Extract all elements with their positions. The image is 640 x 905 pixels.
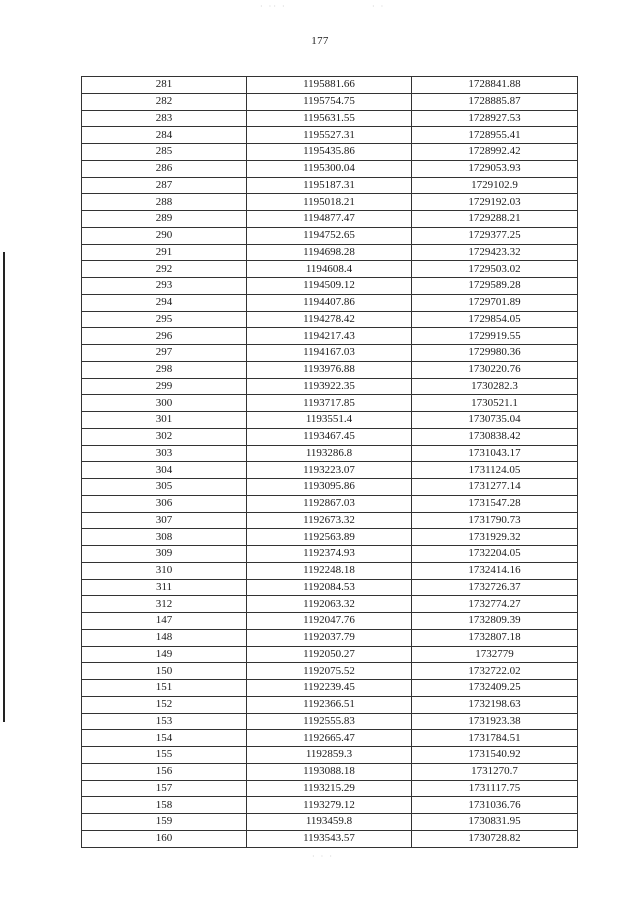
coordinate-y-cell: 1729102.9 [412,177,578,194]
coordinate-x-cell: 1192673.32 [247,512,412,529]
table-row [82,462,578,479]
coordinate-y-cell: 1732779 [412,646,578,663]
coordinate-x-cell: 1193467.45 [247,428,412,445]
coordinate-y-cell: 1731043.17 [412,445,578,462]
coordinate-y-cell: 1729288.21 [412,211,578,228]
coordinate-x-cell: 1193551.4 [247,412,412,429]
coordinate-y-cell: 1730728.82 [412,830,578,847]
table-row [82,428,578,445]
point-number-cell: 155 [82,747,247,764]
coordinate-y-cell: 1729423.32 [412,244,578,261]
point-number-cell: 149 [82,646,247,663]
table-row [82,127,578,144]
point-number-cell: 157 [82,780,247,797]
point-number-cell: 312 [82,596,247,613]
table-row [82,479,578,496]
point-number-cell: 306 [82,495,247,512]
coordinate-y-cell: 1730735.04 [412,412,578,429]
coordinate-x-cell: 1193976.88 [247,361,412,378]
coordinate-y-cell: 1731547.28 [412,495,578,512]
coordinate-y-cell: 1728955.41 [412,127,578,144]
coordinate-y-cell: 1730521.1 [412,395,578,412]
table-row [82,144,578,161]
coordinate-x-cell: 1193223.07 [247,462,412,479]
table-row [82,529,578,546]
table-row [82,445,578,462]
coordinate-x-cell: 1195300.04 [247,160,412,177]
table-row [82,345,578,362]
point-number-cell: 287 [82,177,247,194]
table-row [82,378,578,395]
coordinate-x-cell: 1195631.55 [247,110,412,127]
table-row [82,663,578,680]
coordinate-y-cell: 1732204.05 [412,546,578,563]
page-number: 177 [311,35,329,47]
table-row [82,177,578,194]
coordinate-x-cell: 1192555.83 [247,713,412,730]
coordinate-y-cell: 1732809.39 [412,613,578,630]
scan-artifact-top-right: · · [372,2,386,11]
coordinate-y-cell: 1730831.95 [412,814,578,831]
coordinate-y-cell: 1729701.89 [412,294,578,311]
coordinate-x-cell: 1193717.85 [247,395,412,412]
coordinate-y-cell: 1730220.76 [412,361,578,378]
table-row [82,93,578,110]
point-number-cell: 288 [82,194,247,211]
coordinate-x-cell: 1192050.27 [247,646,412,663]
point-number-cell: 309 [82,546,247,563]
point-number-cell: 303 [82,445,247,462]
coordinate-x-cell: 1193543.57 [247,830,412,847]
coordinate-x-cell: 1194509.12 [247,278,412,295]
table-row [82,211,578,228]
coordinate-x-cell: 1193922.35 [247,378,412,395]
table-row [82,278,578,295]
table-row [82,780,578,797]
point-number-cell: 297 [82,345,247,362]
coordinate-x-cell: 1193088.18 [247,763,412,780]
table-row [82,797,578,814]
table-row [82,512,578,529]
coordinate-x-cell: 1194608.4 [247,261,412,278]
point-number-cell: 308 [82,529,247,546]
coordinates-table [81,76,578,848]
point-number-cell: 153 [82,713,247,730]
coordinate-x-cell: 1192859.3 [247,747,412,764]
coordinate-x-cell: 1192563.89 [247,529,412,546]
point-number-cell: 293 [82,278,247,295]
point-number-cell: 307 [82,512,247,529]
coordinate-y-cell: 1730838.42 [412,428,578,445]
coordinate-y-cell: 1731540.92 [412,747,578,764]
table-row [82,763,578,780]
point-number-cell: 156 [82,763,247,780]
point-number-cell: 295 [82,311,247,328]
coordinate-y-cell: 1731036.76 [412,797,578,814]
table-row [82,361,578,378]
coordinate-x-cell: 1193279.12 [247,797,412,814]
point-number-cell: 159 [82,814,247,831]
coordinate-y-cell: 1731790.73 [412,512,578,529]
coordinate-y-cell: 1729854.05 [412,311,578,328]
table-row [82,680,578,697]
table-row [82,696,578,713]
table-row [82,227,578,244]
point-number-cell: 151 [82,680,247,697]
table-row [82,412,578,429]
point-number-cell: 289 [82,211,247,228]
coordinate-y-cell: 1730282.3 [412,378,578,395]
coordinate-x-cell: 1195527.31 [247,127,412,144]
coordinate-y-cell: 1731117.75 [412,780,578,797]
table-row [82,646,578,663]
table-row [82,160,578,177]
coordinate-x-cell: 1192239.45 [247,680,412,697]
table-row [82,328,578,345]
table-row [82,814,578,831]
point-number-cell: 299 [82,378,247,395]
table-row [82,546,578,563]
table-row [82,495,578,512]
coordinate-y-cell: 1731929.32 [412,529,578,546]
coordinate-x-cell: 1194278.42 [247,311,412,328]
coordinate-x-cell: 1192063.32 [247,596,412,613]
coordinate-x-cell: 1193459.8 [247,814,412,831]
point-number-cell: 286 [82,160,247,177]
coordinate-x-cell: 1192075.52 [247,663,412,680]
table-row [82,562,578,579]
point-number-cell: 281 [82,77,247,94]
point-number-cell: 150 [82,663,247,680]
coordinate-x-cell: 1193286.8 [247,445,412,462]
coordinate-y-cell: 1728992.42 [412,144,578,161]
coordinate-y-cell: 1728885.87 [412,93,578,110]
point-number-cell: 285 [82,144,247,161]
point-number-cell: 160 [82,830,247,847]
coordinate-y-cell: 1731277.14 [412,479,578,496]
table-row [82,77,578,94]
table-row [82,110,578,127]
coordinate-x-cell: 1194407.86 [247,294,412,311]
point-number-cell: 301 [82,412,247,429]
table-row [82,311,578,328]
coordinate-x-cell: 1194752.65 [247,227,412,244]
coordinate-x-cell: 1195435.86 [247,144,412,161]
coordinate-x-cell: 1192047.76 [247,613,412,630]
scan-margin-mark [3,252,5,722]
point-number-cell: 298 [82,361,247,378]
coordinate-x-cell: 1195187.31 [247,177,412,194]
coordinate-y-cell: 1732198.63 [412,696,578,713]
coordinate-x-cell: 1195018.21 [247,194,412,211]
coordinate-y-cell: 1732774.27 [412,596,578,613]
table-row [82,294,578,311]
point-number-cell: 292 [82,261,247,278]
point-number-cell: 311 [82,579,247,596]
point-number-cell: 147 [82,613,247,630]
coordinate-x-cell: 1192374.93 [247,546,412,563]
point-number-cell: 284 [82,127,247,144]
coordinate-y-cell: 1729919.55 [412,328,578,345]
coordinate-x-cell: 1194217.43 [247,328,412,345]
point-number-cell: 158 [82,797,247,814]
point-number-cell: 152 [82,696,247,713]
coordinate-y-cell: 1728927.53 [412,110,578,127]
coordinate-x-cell: 1195881.66 [247,77,412,94]
table-row [82,830,578,847]
coordinate-y-cell: 1731923.38 [412,713,578,730]
coordinate-x-cell: 1194698.28 [247,244,412,261]
coordinate-x-cell: 1192867.03 [247,495,412,512]
coordinate-x-cell: 1193095.86 [247,479,412,496]
table-row [82,713,578,730]
coordinate-y-cell: 1731124.05 [412,462,578,479]
point-number-cell: 310 [82,562,247,579]
scan-artifact-bottom: · · · [312,852,334,861]
table-row [82,730,578,747]
point-number-cell: 291 [82,244,247,261]
coordinate-y-cell: 1729980.36 [412,345,578,362]
coordinate-x-cell: 1192665.47 [247,730,412,747]
coordinate-y-cell: 1732414.16 [412,562,578,579]
coordinate-y-cell: 1729053.93 [412,160,578,177]
point-number-cell: 283 [82,110,247,127]
table-row [82,244,578,261]
coordinate-x-cell: 1194877.47 [247,211,412,228]
point-number-cell: 304 [82,462,247,479]
coordinate-y-cell: 1728841.88 [412,77,578,94]
coordinate-y-cell: 1729589.28 [412,278,578,295]
table-row [82,596,578,613]
point-number-cell: 302 [82,428,247,445]
coordinate-y-cell: 1732807.18 [412,629,578,646]
point-number-cell: 282 [82,93,247,110]
coordinate-y-cell: 1732409.25 [412,680,578,697]
coordinate-x-cell: 1192248.18 [247,562,412,579]
table-row [82,579,578,596]
table-row [82,395,578,412]
coordinate-y-cell: 1732722.02 [412,663,578,680]
coordinate-y-cell: 1731784.51 [412,730,578,747]
coordinate-y-cell: 1732726.37 [412,579,578,596]
coordinate-x-cell: 1195754.75 [247,93,412,110]
coordinates-table-body [82,77,578,848]
table-row [82,747,578,764]
coordinate-x-cell: 1194167.03 [247,345,412,362]
coordinate-y-cell: 1729192.03 [412,194,578,211]
table-row [82,629,578,646]
point-number-cell: 296 [82,328,247,345]
coordinate-x-cell: 1193215.29 [247,780,412,797]
table-row [82,194,578,211]
coordinate-y-cell: 1729377.25 [412,227,578,244]
scan-artifact-top: · ·· · [260,2,287,11]
point-number-cell: 294 [82,294,247,311]
point-number-cell: 154 [82,730,247,747]
point-number-cell: 305 [82,479,247,496]
point-number-cell: 148 [82,629,247,646]
coordinate-y-cell: 1729503.02 [412,261,578,278]
table-row [82,613,578,630]
coordinate-x-cell: 1192037.79 [247,629,412,646]
point-number-cell: 300 [82,395,247,412]
table-row [82,261,578,278]
point-number-cell: 290 [82,227,247,244]
coordinate-x-cell: 1192084.53 [247,579,412,596]
coordinate-x-cell: 1192366.51 [247,696,412,713]
coordinate-y-cell: 1731270.7 [412,763,578,780]
